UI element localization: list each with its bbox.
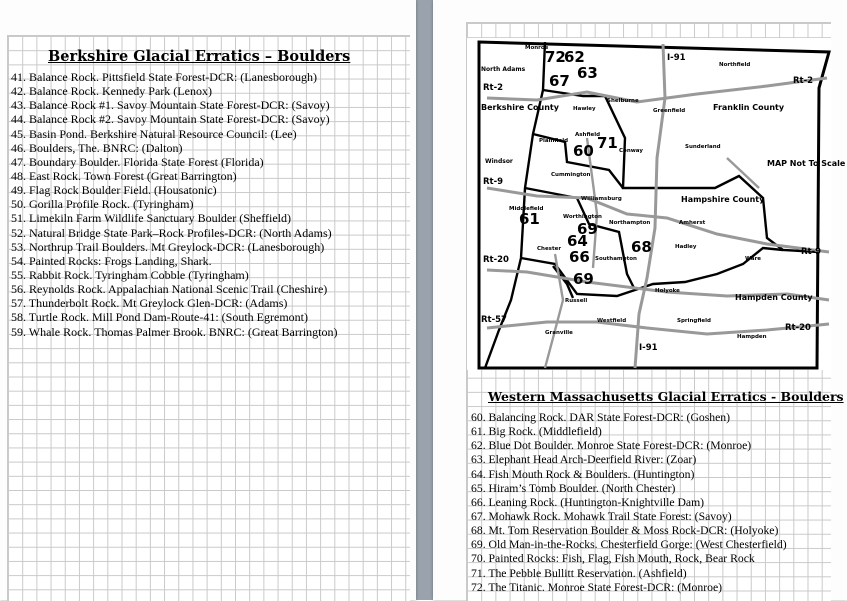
state-outline (479, 42, 829, 368)
town-label: Williamsburg (581, 196, 622, 202)
list-item: 69. Old Man-in-the-Rocks. Chesterfield Gorge: (West Chesterfield) (471, 538, 787, 552)
town-label: Westfield (597, 318, 627, 324)
route-label: I-91 (667, 53, 686, 63)
list-item: 57. Thunderbolt Rock. Mt Greylock Glen-DCR: (Adams) (11, 296, 288, 311)
site-number: 69 (573, 270, 594, 288)
town-label: Ware (745, 256, 762, 262)
list-item: 43. Balance Rock #1. Savoy Mountain State Forest-DCR: (Savoy) (11, 98, 330, 113)
western-mass-list-title: Western Massachusetts Glacial Erratics - Boulders (488, 389, 844, 404)
town-label: Greenfield (653, 108, 686, 114)
berkshire-boulder-list (11, 70, 338, 339)
list-item: 66. Leaning Rock. (Huntington-Knightville Dam) (471, 495, 705, 509)
town-label: Plainfield (539, 138, 569, 144)
town-label: Hadley (675, 244, 697, 250)
town-label: Chester (537, 246, 562, 252)
town-label: Worthington (563, 214, 602, 220)
site-number: 62 (564, 48, 585, 66)
list-item: 41. Balance Rock. Pittsfield State Forest-DCR: (Lanesborough) (11, 70, 317, 84)
list-item: 56. Reynolds Rock. Appalachian National Scenic Trail (Cheshire) (11, 282, 328, 297)
town-label: Sunderland (685, 144, 721, 150)
county-label: Hampshire County (681, 195, 765, 204)
list-item: 54. Painted Rocks: Frogs Landing, Shark. (11, 253, 212, 268)
list-item: 71. The Pebble Bullitt Reservation. (Ashfield) (471, 566, 687, 580)
map-drawing (467, 38, 846, 370)
route-label: Rt-20 (483, 255, 509, 265)
list-item: 70. Painted Rocks: Fish, Flag, Fish Mouth, Rock, Bear Rock (471, 552, 755, 566)
county-label: Franklin County (713, 103, 785, 112)
list-item: 53. Northrup Trail Boulders. Mt Greylock-DCR: (Lanesborough) (11, 239, 325, 254)
county-label: Berkshire County (481, 103, 559, 112)
list-item: 52. Natural Bridge State Park–Rock Profiles-DCR: (North Adams) (11, 225, 332, 240)
list-item: 61. Big Rock. (Middlefield) (471, 425, 602, 439)
list-item: 47. Boundary Boulder. Florida State Forest (Florida) (11, 154, 264, 169)
list-item: 49. Flag Rock Boulder Field. (Housatonic) (11, 183, 217, 198)
route-label: Rt-2 (793, 76, 814, 86)
list-item: 58. Turtle Rock. Mill Pond Dam-Route-41: (South Egremont) (11, 310, 308, 325)
route-label: I-91 (639, 343, 658, 353)
town-label: Windsor (485, 158, 513, 165)
list-item: 64. Fish Mouth Rock & Boulders. (Huntington) (471, 467, 695, 481)
site-number: 72 (545, 48, 566, 66)
route-label: Rt-57 (481, 315, 507, 325)
list-item: 63. Elephant Head Arch-Deerfield River: (Zoar) (471, 453, 697, 467)
town-label: Northfield (719, 62, 751, 68)
town-label: Holyoke (655, 288, 680, 294)
route-label: Rt-9 (801, 247, 822, 257)
site-number: 66 (569, 248, 590, 266)
town-label: North Adams (481, 66, 526, 73)
left-page (0, 0, 416, 600)
town-label: Monroe (525, 45, 549, 51)
town-label: Middlefield (509, 206, 544, 212)
site-number: 63 (577, 64, 598, 82)
route-label: Rt-20 (785, 323, 811, 333)
list-item: 48. East Rock. Town Forest (Great Barrington) (11, 168, 237, 183)
list-item: 65. Hiram’s Tomb Boulder. (North Chester) (471, 481, 676, 495)
list-item: 46. Boulders, The. BNRC: (Dalton) (11, 140, 183, 155)
list-item: 60. Balancing Rock. DAR State Forest-DCR: (Goshen) (471, 411, 731, 424)
list-item: 62. Blue Dot Boulder. Monroe State Forest-DCR: (Monroe) (471, 439, 752, 453)
town-label: Springfield (677, 318, 711, 324)
list-item: 67. Mohawk Rock. Mohawk Trail State Forest: (Savoy) (471, 509, 732, 523)
town-label: Northampton (609, 220, 651, 226)
town-label: Amherst (679, 220, 706, 226)
county-label: Hampden County (735, 293, 813, 302)
route-label: Rt-2 (483, 83, 504, 93)
list-item: 68. Mt. Tom Reservation Boulder & Moss Rock-DCR: (Holyoke) (471, 524, 779, 538)
map-scale-note: MAP Not To Scale (767, 159, 846, 168)
right-page (433, 0, 847, 600)
western-mass-map (467, 38, 846, 370)
site-number: 67 (549, 72, 570, 90)
site-number: 68 (631, 238, 652, 256)
list-item: 42. Balance Rock. Kennedy Park (Lenox) (11, 84, 212, 99)
list-item: 51. Limekiln Farm Wildlife Sanctuary Boulder (Sheffield) (11, 211, 292, 226)
site-number: 71 (597, 134, 618, 152)
list-item: 55. Rabbit Rock. Tyringham Cobble (Tyringham) (11, 267, 249, 282)
list-item: 50. Gorilla Profile Rock. (Tyringham) (11, 197, 194, 212)
town-label: Hawley (573, 106, 596, 112)
town-label: Ashfield (575, 132, 601, 138)
list-item: 44. Balance Rock #2. Savoy Mountain State Forest-DCR: (Savoy) (11, 112, 330, 127)
town-label: Cummington (551, 172, 591, 178)
route-label: Rt-9 (483, 177, 504, 187)
list-item: 59. Whale Rock. Thomas Palmer Brook. BNRC: (Great Barrington) (11, 324, 338, 339)
western-mass-boulder-list (471, 411, 787, 595)
list-item: 45. Basin Pond. Berkshire Natural Resource Council: (Lee) (11, 126, 297, 141)
berkshire-list-title: Berkshire Glacial Erratics – Boulders (48, 48, 351, 65)
town-label: Granville (545, 330, 573, 336)
town-label: Shelburne (607, 98, 639, 104)
site-number: 60 (573, 142, 594, 160)
site-number: 69 (577, 220, 598, 238)
town-label: Conway (619, 148, 643, 154)
town-label: Southampton (595, 256, 637, 262)
town-label: Russell (565, 298, 588, 304)
town-label: Hampden (737, 334, 767, 340)
site-number: 64 (567, 232, 588, 250)
site-number: 61 (519, 210, 540, 228)
list-item: 72. The Titanic. Monroe State Forest-DCR: (Monroe) (471, 580, 723, 594)
